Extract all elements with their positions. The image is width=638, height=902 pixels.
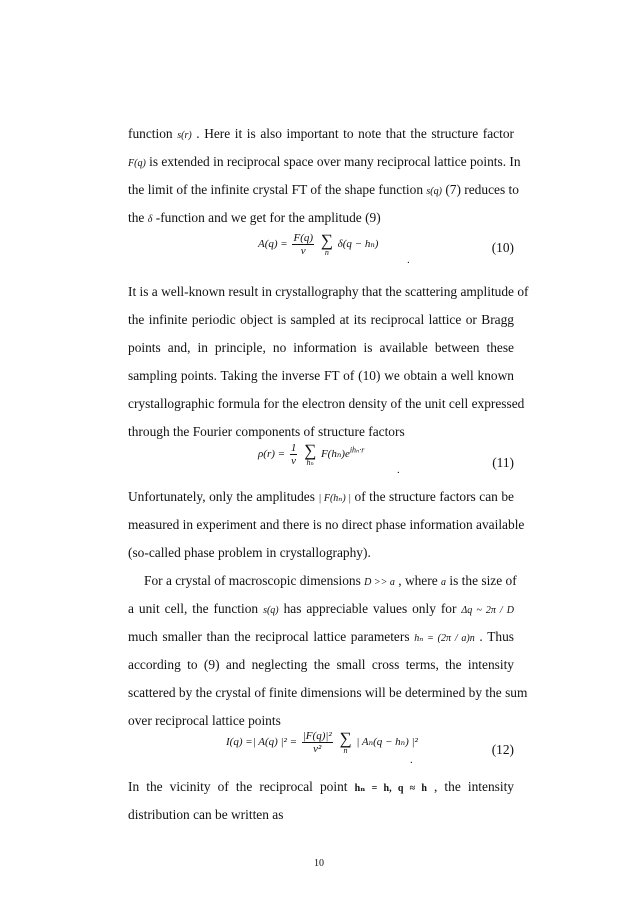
text-span: , where <box>398 573 438 588</box>
text-span: (7) reduces to <box>445 182 519 197</box>
math-inline: a <box>441 577 447 588</box>
text-line <box>128 779 514 797</box>
text-line: (so-called phase problem in crystallography). <box>128 545 371 560</box>
text-span: . Thus <box>479 629 514 644</box>
text-line <box>128 210 514 228</box>
equation-10 <box>258 232 378 257</box>
sum-symbol: ∑ n <box>339 728 352 755</box>
math-inline: F(q) <box>128 158 146 169</box>
equation-lhs: A(q) = <box>258 238 288 251</box>
text-span: the <box>128 210 145 225</box>
fraction-denominator: v <box>291 455 296 467</box>
sum-index: n <box>343 745 348 755</box>
equation-number: (12) <box>491 742 514 757</box>
fraction-denominator: v <box>300 245 306 257</box>
equation-number: (10) <box>491 240 514 255</box>
text-span: the limit of the infinite crystal FT of the shape function <box>128 182 424 197</box>
text-span: is extended in reciprocal space over many reciprocal lattice points. In <box>149 154 521 169</box>
text-line <box>128 182 519 200</box>
equation-lhs: ρ(r) = <box>258 448 286 461</box>
equation-period: . <box>397 464 400 476</box>
text-line: distribution can be written as <box>128 807 284 822</box>
text-span: has appreciable values only for <box>283 601 457 616</box>
sum-symbol: ∑ hₙ <box>304 440 317 467</box>
text-line: points and, in principle, no information is available between these <box>128 340 514 355</box>
text-line: crystallographic formula for the electron density of the unit cell expressed <box>128 396 525 411</box>
math-inline: | F(hₙ) | <box>318 493 352 504</box>
text-span: For a crystal of macroscopic dimensions <box>144 573 361 588</box>
fraction-denominator: v² <box>313 743 322 755</box>
text-span: . Here it is also important to note that the structure factor <box>196 126 514 141</box>
equation-fraction <box>302 730 333 755</box>
math-inline: δ <box>147 214 153 225</box>
equation-rhs: F(hₙ)e <box>320 448 350 461</box>
text-line <box>128 126 514 144</box>
math-inline: D >> a <box>364 577 395 588</box>
sum-index: hₙ <box>306 457 314 467</box>
equation-rhs: | Aₙ(q − hₙ) |² <box>356 736 418 749</box>
text-line: through the Fourier components of structure factors <box>128 424 405 439</box>
text-span: a unit cell, the function <box>128 601 259 616</box>
text-span: -function and we get for the amplitude (9) <box>155 210 381 225</box>
text-line: the infinite periodic object is sampled at its reciprocal lattice or Bragg <box>128 312 514 327</box>
equation-number: (11) <box>492 455 514 470</box>
text-line: It is a well-known result in crystallography that the scattering amplitude of <box>128 284 529 299</box>
text-line <box>128 573 517 591</box>
text-line: over reciprocal lattice points <box>128 713 281 728</box>
text-line: according to (9) and neglecting the small cross terms, the intensity <box>128 657 514 672</box>
text-span: , the intensity <box>434 779 514 794</box>
math-inline: hₙ = (2π / a)n <box>414 633 475 644</box>
text-line: sampling points. Taking the inverse FT of (10) we obtain a well known <box>128 368 514 383</box>
equation-period: . <box>410 754 413 766</box>
text-line <box>128 154 521 172</box>
page-number: 10 <box>314 858 324 869</box>
equation-fraction <box>292 232 314 257</box>
text-line <box>128 629 514 647</box>
equation-period: . <box>407 254 410 266</box>
math-inline: s(r) <box>177 130 192 141</box>
text-span: much smaller than the reciprocal lattice parameters <box>128 629 410 644</box>
equation-rhs: δ(q − hₙ) <box>337 238 379 251</box>
text-line <box>128 601 514 619</box>
text-line: measured in experiment and there is no direct phase information available <box>128 517 525 532</box>
math-inline: s(q) <box>263 605 279 616</box>
equation-11 <box>258 442 364 467</box>
exponent: ihₙ·r <box>349 445 365 455</box>
math-inline: Δq ~ 2π / D <box>461 605 515 616</box>
text-span: Unfortunately, only the amplitudes <box>128 489 315 504</box>
text-span: is the size of <box>449 573 517 588</box>
math-inline: s(q) <box>426 186 442 197</box>
text-span: of the structure factors can be <box>354 489 514 504</box>
fraction-numerator: F(q) <box>293 232 314 244</box>
fraction-numerator: 1 <box>290 442 297 454</box>
equation-fraction <box>290 442 298 467</box>
text-line: scattered by the crystal of finite dimensions will be determined by the sum <box>128 685 528 700</box>
fraction-numerator: |F(q)|² <box>302 730 332 742</box>
math-inline: hₙ = h, q ≈ h <box>354 783 427 794</box>
text-line <box>128 489 514 507</box>
text-span: function <box>128 126 173 141</box>
text-span: In the vicinity of the reciprocal point <box>128 779 348 794</box>
sum-index: n <box>324 247 329 257</box>
equation-12 <box>226 730 418 755</box>
equation-lhs: I(q) =| A(q) |² = <box>226 736 298 749</box>
sum-symbol: ∑ n <box>320 230 333 257</box>
